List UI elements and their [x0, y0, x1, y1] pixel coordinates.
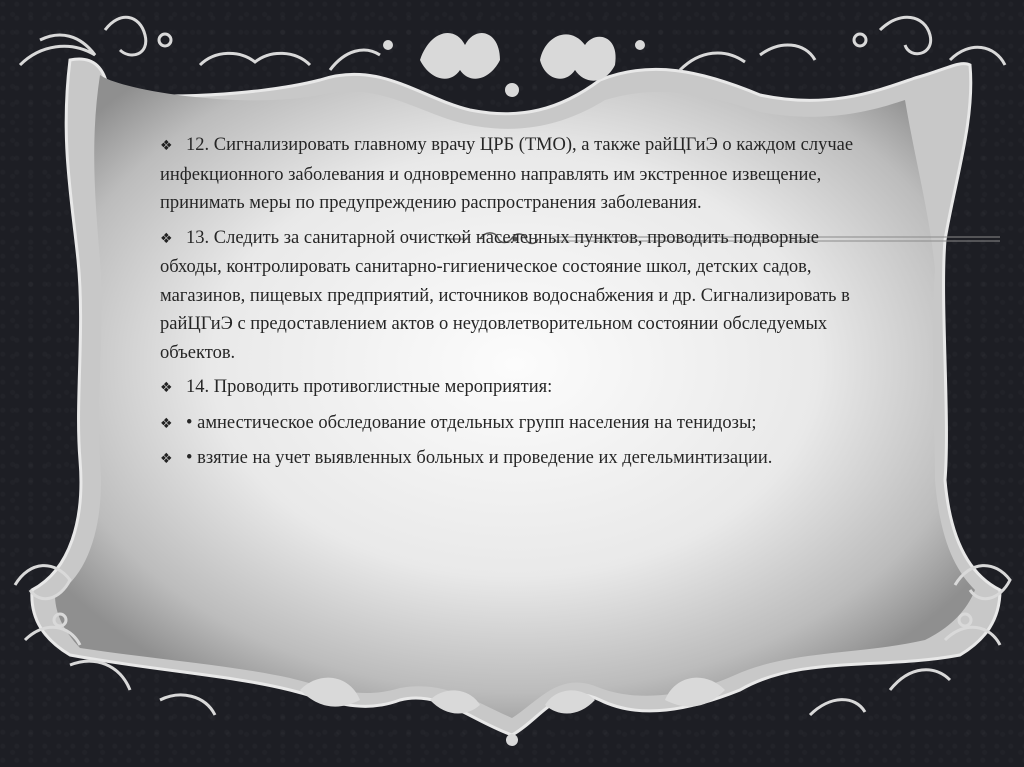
paragraph-text: 14. Проводить противоглистные мероприятия: [186, 377, 553, 397]
slide-content [160, 131, 860, 480]
diamond-bullet-icon: ❖ [160, 451, 173, 467]
paragraph-registration [160, 444, 860, 474]
paragraph-text: 12. Сигнализировать главному врачу ЦРБ (ТМО), а также райЦГиЭ о каждом случае инфекционного заболевания и одновременно направлять им экстренное извещение, принимать меры по предупреждению распространения заболевания. [160, 135, 854, 213]
paragraph-14 [160, 373, 860, 403]
diamond-bullet-icon: ❖ [160, 230, 173, 247]
paragraph-13 [160, 224, 860, 368]
diamond-bullet-icon: ❖ [160, 138, 173, 154]
paragraph-12 [160, 131, 860, 218]
paragraph-text: • амнестическое обследование отдельных групп населения на тенидозы; [186, 412, 757, 433]
paragraph-amnesis [160, 409, 860, 439]
top-ornament-right [680, 17, 1005, 70]
diamond-bullet-icon: ❖ [160, 380, 173, 396]
paragraph-text: 13. Следить за санитарной очисткой населенных пунктов, проводить подворные обходы, контролировать санитарно-гигиеническое состояние школ, детских садов, магазинов, пищевых предприятий, источников водоснабжения и др. Сигнализировать в райЦГиЭ с предоставлением актов о неудовлетворительном состоянии обследуемых объектов. [160, 227, 850, 363]
diamond-bullet-icon: ❖ [160, 415, 173, 432]
paragraph-text: • взятие на учет выявленных больных и проведение их дегельминтизации. [186, 448, 773, 468]
